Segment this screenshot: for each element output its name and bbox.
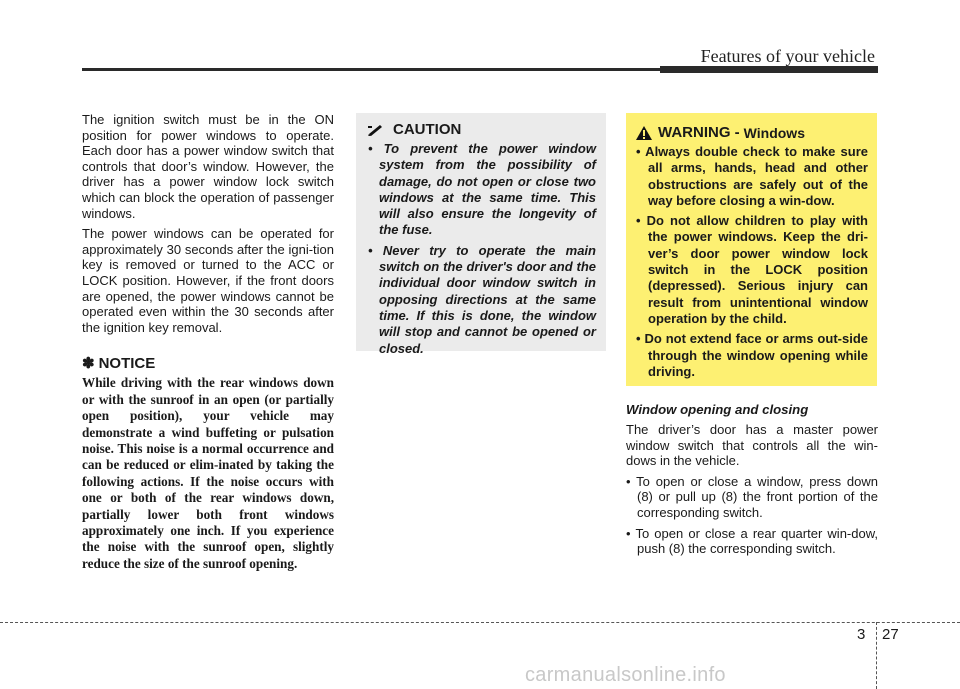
page-number: 27: [882, 626, 899, 643]
warning-item: • Always double check to make sure all arms, hands, head and other obstructions are safely out of the way before closing a win-dow.: [636, 144, 868, 208]
master-switch-paragraph: The driver’s door has a master power window switch that controls all the win-dows in the vehicle.: [626, 422, 878, 469]
caution-heading: [368, 121, 461, 138]
caution-item: • To prevent the power window system from the possibility of damage, do not open or close two windows at the same time. This will also ensure the longevity of the fuse.: [368, 141, 596, 238]
instruction-list: [626, 474, 878, 557]
instruction-item: • To open or close a rear quarter win-dow, push (8) the corresponding switch.: [626, 525, 878, 557]
caution-box: [356, 113, 606, 356]
caution-list: [368, 141, 596, 361]
header-rule-accent: [660, 66, 878, 73]
pencil-caution-icon: [368, 124, 384, 136]
timing-paragraph: The power windows can be operated for approximately 30 seconds after the igni-tion key is removed or turned to the ACC or LOCK position. However, if the front doors are opened, the power windows cannot be operated even within the 30 seconds after the ignition key removal.: [82, 226, 334, 335]
right-column: [626, 402, 878, 562]
footer-divider: [876, 622, 877, 689]
warning-heading-label: WARNING -: [658, 124, 740, 141]
warning-subheading: Windows: [743, 124, 805, 141]
warning-heading: [636, 124, 805, 141]
caution-item: • Never try to operate the main switch on the driver's door and the individual door window switch in opposing directions at the same time. If this is done, the window will stop and cannot be opened or closed.: [368, 242, 596, 356]
header-title: Features of your vehicle: [700, 46, 875, 66]
warning-triangle-icon: [636, 126, 652, 140]
notice-heading-label: NOTICE: [98, 354, 156, 372]
watermark: carmanualsonline.info: [525, 664, 726, 686]
footer-rule: [0, 622, 960, 623]
notice-heading: [82, 354, 334, 372]
caution-heading-label: CAUTION: [393, 121, 462, 138]
notice-star-icon: ✽: [82, 355, 95, 373]
warning-list: [636, 144, 868, 384]
section-title: Window opening and closing: [626, 402, 809, 417]
warning-item: • Do not allow children to play with the power windows. Keep the dri-ver’s door power window lock switch in the LOCK position (depressed). Serious injury can result from unintentional window operation by the child.: [636, 213, 868, 326]
instruction-item: • To open or close a window, press down (8) or pull up (8) the front portion of the corresponding switch.: [626, 473, 878, 520]
intro-paragraph: The ignition switch must be in the ON position for power windows to operate. Each door has a power window switch that controls that door’s window. However, the driver has a power window lock switch which can block the operation of passenger windows.: [82, 112, 334, 221]
warning-box: [626, 113, 877, 386]
chapter-number: 3: [857, 626, 866, 643]
warning-item: • Do not extend face or arms out-side through the window opening while driving.: [636, 331, 868, 379]
left-column: [82, 112, 334, 572]
notice-text: While driving with the rear windows down or with the sunroof in an open (or partially open position), your vehicle may demonstrate a wind buffeting or pulsation noise. This noise is a normal occurrence and can be reduced or elim-inated by taking the following actions. If the noise occurs with one or both of the rear windows down, partially lower both front windows approximately one inch. If you experience the noise with the sunroof open, slightly reduce the size of the sunroof opening.: [82, 375, 334, 571]
